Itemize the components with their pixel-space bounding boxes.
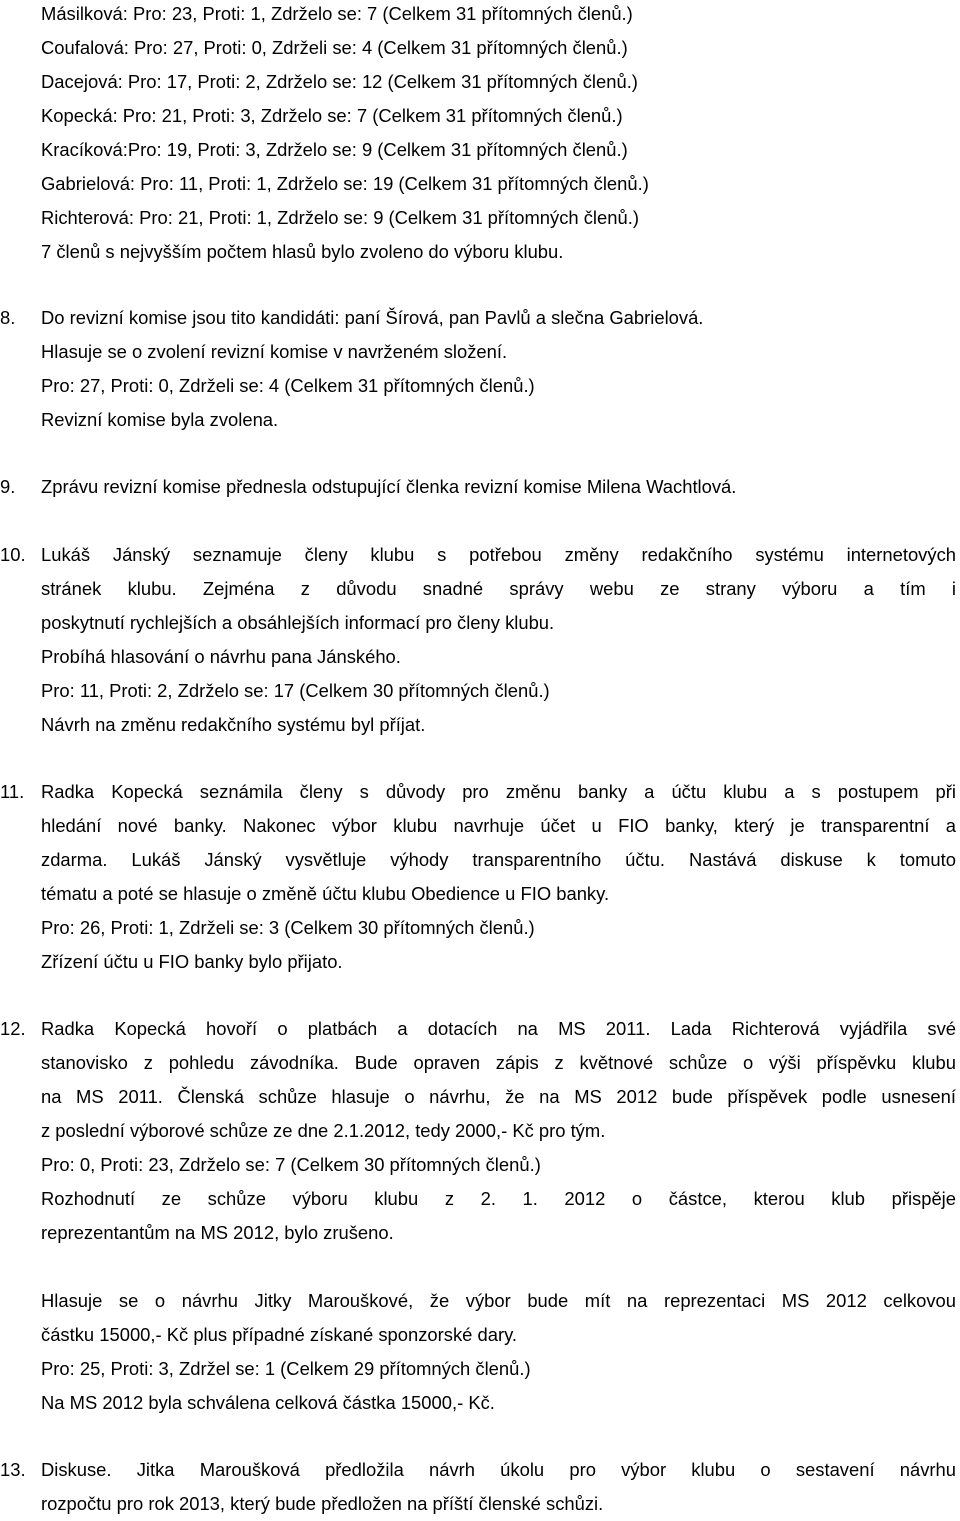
- item-12-result: Na MS 2012 byla schválena celková částka 15000,- Kč.: [41, 1392, 495, 1413]
- item-11-result: Zřízení účtu u FIO banky bylo přijato.: [41, 951, 343, 972]
- item-8-result: Revizní komise byla zvolena.: [41, 409, 279, 430]
- item-12-text: stanovisko z pohledu závodníka. Bude opraven zápis z květnové schůze o výši příspěvku klubu: [41, 1052, 956, 1073]
- item-number: 11.: [0, 781, 25, 802]
- item-12-text: z poslední výborové schůze ze dne 2.1.2012, tedy 2000,- Kč pro tým.: [41, 1120, 606, 1141]
- item-10-result: Návrh na změnu redakčního systému byl příjat.: [41, 714, 426, 735]
- item-10-text: poskytnutí rychlejších a obsáhlejších informací pro členy klubu.: [41, 612, 555, 633]
- item-11-text: hledání nové banky. Nakonec výbor klubu navrhuje účet u FIO banky, který je transparentní a: [41, 815, 956, 836]
- item-12-text: Radka Kopecká hovoří o platbách a dotacích na MS 2011. Lada Richterová vyjádřila své: [41, 1018, 956, 1039]
- item-number: 8.: [0, 307, 16, 328]
- item-8-text: Do revizní komise jsou tito kandidáti: paní Šírová, pan Pavlů a slečna Gabrielová.: [41, 307, 704, 328]
- vote-line: Másilková: Pro: 23, Proti: 1, Zdrželo se: 7 (Celkem 31 přítomných členů.): [41, 3, 633, 24]
- item-10-text: Probíhá hlasování o návrhu pana Jánského.: [41, 646, 401, 667]
- vote-line: Coufalová: Pro: 27, Proti: 0, Zdrželi se: 4 (Celkem 31 přítomných členů.): [41, 37, 628, 58]
- vote-line: Kopecká: Pro: 21, Proti: 3, Zdrželo se: 7 (Celkem 31 přítomných členů.): [41, 105, 623, 126]
- item-12-text: Hlasuje se o návrhu Jitky Marouškové, že výbor bude mít na reprezentaci MS 2012 celkovou: [41, 1290, 956, 1311]
- item-11-text: Radka Kopecká seznámila členy s důvody pro změnu banky a účtu klubu a s postupem při: [41, 781, 956, 802]
- item-10-text: Lukáš Jánský seznamuje členy klubu s potřebou změny redakčního systému internetových: [41, 544, 956, 565]
- item-8-vote: Pro: 27, Proti: 0, Zdrželi se: 4 (Celkem 31 přítomných členů.): [41, 375, 535, 396]
- item-12-vote: Pro: 25, Proti: 3, Zdržel se: 1 (Celkem 29 přítomných členů.): [41, 1358, 531, 1379]
- vote-line: Richterová: Pro: 21, Proti: 1, Zdrželo se: 9 (Celkem 31 přítomných členů.): [41, 207, 639, 228]
- item-12-vote: Pro: 0, Proti: 23, Zdrželo se: 7 (Celkem 30 přítomných členů.): [41, 1154, 541, 1175]
- item-8-text: Hlasuje se o zvolení revizní komise v navrženém složení.: [41, 341, 508, 362]
- item-11-text: tématu a poté se hlasuje o změně účtu klubu Obedience u FIO banky.: [41, 883, 610, 904]
- vote-line: Dacejová: Pro: 17, Proti: 2, Zdrželo se: 12 (Celkem 31 přítomných členů.): [41, 71, 638, 92]
- item-number: 10.: [0, 544, 26, 565]
- item-11-vote: Pro: 26, Proti: 1, Zdrželi se: 3 (Celkem 30 přítomných členů.): [41, 917, 535, 938]
- item-13-text: rozpočtu pro rok 2013, který bude předložen na příští členské schůzi.: [41, 1493, 604, 1514]
- item-9-text: Zprávu revizní komise přednesla odstupující členka revizní komise Milena Wachtlová.: [41, 476, 737, 497]
- item-11-text: zdarma. Lukáš Jánský vysvětluje výhody transparentního účtu. Nastává diskuse k tomuto: [41, 849, 956, 870]
- item-number: 13.: [0, 1459, 26, 1480]
- item-12-result: reprezentantům na MS 2012, bylo zrušeno.: [41, 1222, 394, 1243]
- item-12-text: částku 15000,- Kč plus případné získané sponzorské dary.: [41, 1324, 518, 1345]
- item-12-text: na MS 2011. Členská schůze hlasuje o návrhu, že na MS 2012 bude příspěvek podle usnesení: [41, 1086, 956, 1107]
- item-10-vote: Pro: 11, Proti: 2, Zdrželo se: 17 (Celkem 30 přítomných členů.): [41, 680, 550, 701]
- election-result: 7 členů s nejvyšším počtem hlasů bylo zvoleno do výboru klubu.: [41, 241, 564, 262]
- item-13-text: Diskuse. Jitka Maroušková předložila návrh úkolu pro výbor klubu o sestavení návrhu: [41, 1459, 956, 1480]
- item-10-text: stránek klubu. Zejména z důvodu snadné správy webu ze strany výboru a tím i: [41, 578, 956, 599]
- vote-line: Kracíková:Pro: 19, Proti: 3, Zdrželo se: 9 (Celkem 31 přítomných členů.): [41, 139, 628, 160]
- vote-line: Gabrielová: Pro: 11, Proti: 1, Zdrželo se: 19 (Celkem 31 přítomných členů.): [41, 173, 649, 194]
- item-number: 9.: [0, 476, 16, 497]
- item-number: 12.: [0, 1018, 26, 1039]
- item-12-text: Rozhodnutí ze schůze výboru klubu z 2. 1. 2012 o částce, kterou klub přispěje: [41, 1188, 956, 1209]
